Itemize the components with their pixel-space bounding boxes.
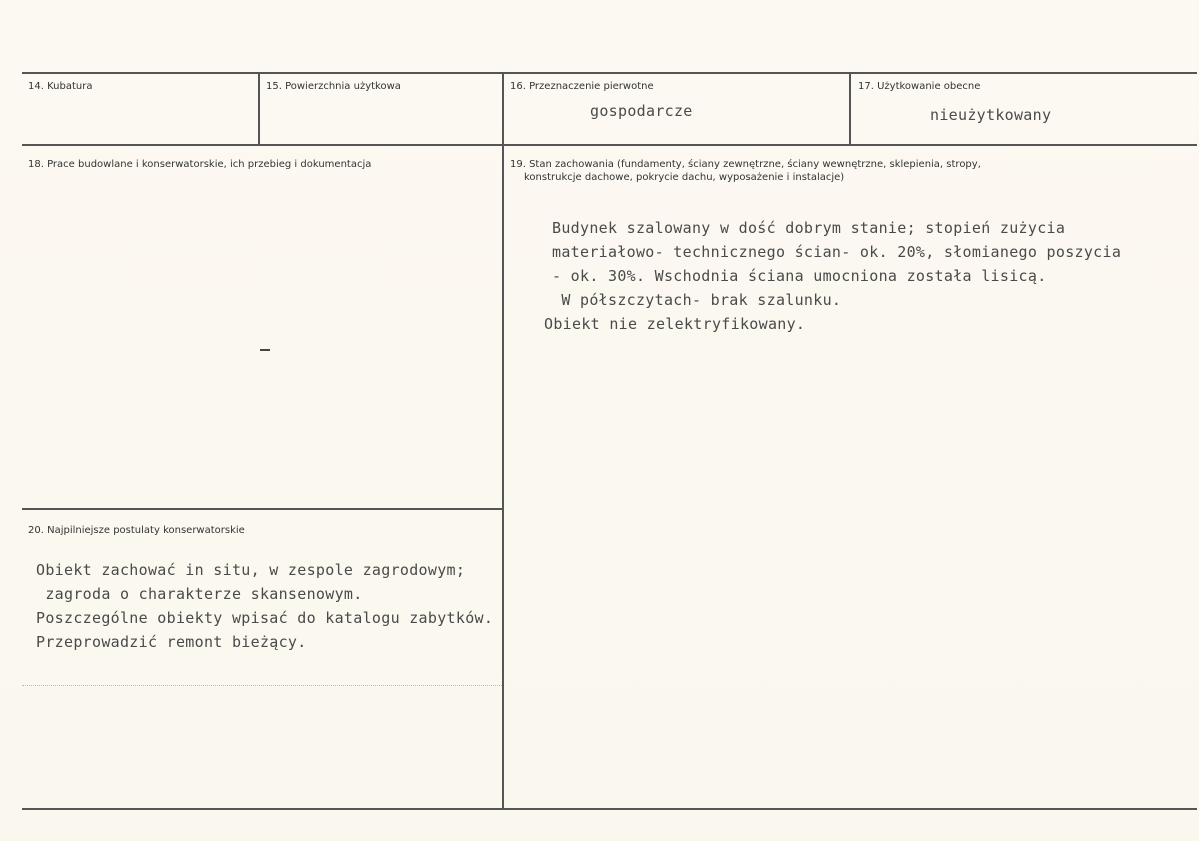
field-20-text — [36, 558, 493, 654]
field-19-text — [544, 216, 1122, 336]
col-divider-main — [502, 72, 504, 808]
col-divider-14-15 — [258, 72, 260, 144]
field-19-line: - ok. 30%. Wschodnia ściana umocniona została lisicą. — [552, 267, 1047, 285]
section18-bottom-rule — [22, 508, 504, 510]
faint-dotted-rule — [22, 685, 502, 686]
row1-bottom-rule — [22, 144, 1197, 146]
field-16-value: gospodarcze — [590, 102, 693, 120]
field-18-label: 18. Prace budowlane i konserwatorskie, ich przebieg i dokumentacja — [28, 159, 372, 170]
field-17-value: nieużytkowany — [930, 106, 1052, 124]
field-20-label: 20. Najpilniejsze postulaty konserwatorskie — [28, 525, 245, 536]
field-20-line: zagroda o charakterze skansenowym. — [36, 585, 363, 603]
field-19-line: Obiekt nie zelektryfikowany. — [544, 315, 806, 333]
field-19-line: Budynek szalowany w dość dobrym stanie; stopień zużycia — [552, 219, 1066, 237]
col-divider-16-17 — [849, 72, 851, 144]
field-14-label: 14. Kubatura — [28, 81, 93, 92]
field-20-line: Przeprowadzić remont bieżący. — [36, 633, 307, 651]
field-20-line: Poszczególne obiekty wpisać do katalogu zabytków. — [36, 609, 494, 627]
field-18-value-dash — [260, 349, 270, 351]
field-15-label: 15. Powierzchnia użytkowa — [266, 81, 401, 92]
field-16-label: 16. Przeznaczenie pierwotne — [510, 81, 654, 92]
bottom-rule — [22, 808, 1197, 810]
field-19-label-line1: 19. Stan zachowania (fundamenty, ściany zewnętrzne, ściany wewnętrzne, sklepienia, stropy, — [510, 159, 981, 170]
top-rule — [22, 72, 1197, 74]
field-17-label: 17. Użytkowanie obecne — [858, 81, 981, 92]
field-19-line: W półszczytach- brak szalunku. — [552, 291, 842, 309]
field-19-label-line2: konstrukcje dachowe, pokrycie dachu, wyposażenie i instalacje) — [524, 172, 845, 183]
field-20-line: Obiekt zachować in situ, w zespole zagrodowym; — [36, 561, 466, 579]
field-19-line: materiałowo- technicznego ścian- ok. 20%, słomianego poszycia — [552, 243, 1122, 261]
